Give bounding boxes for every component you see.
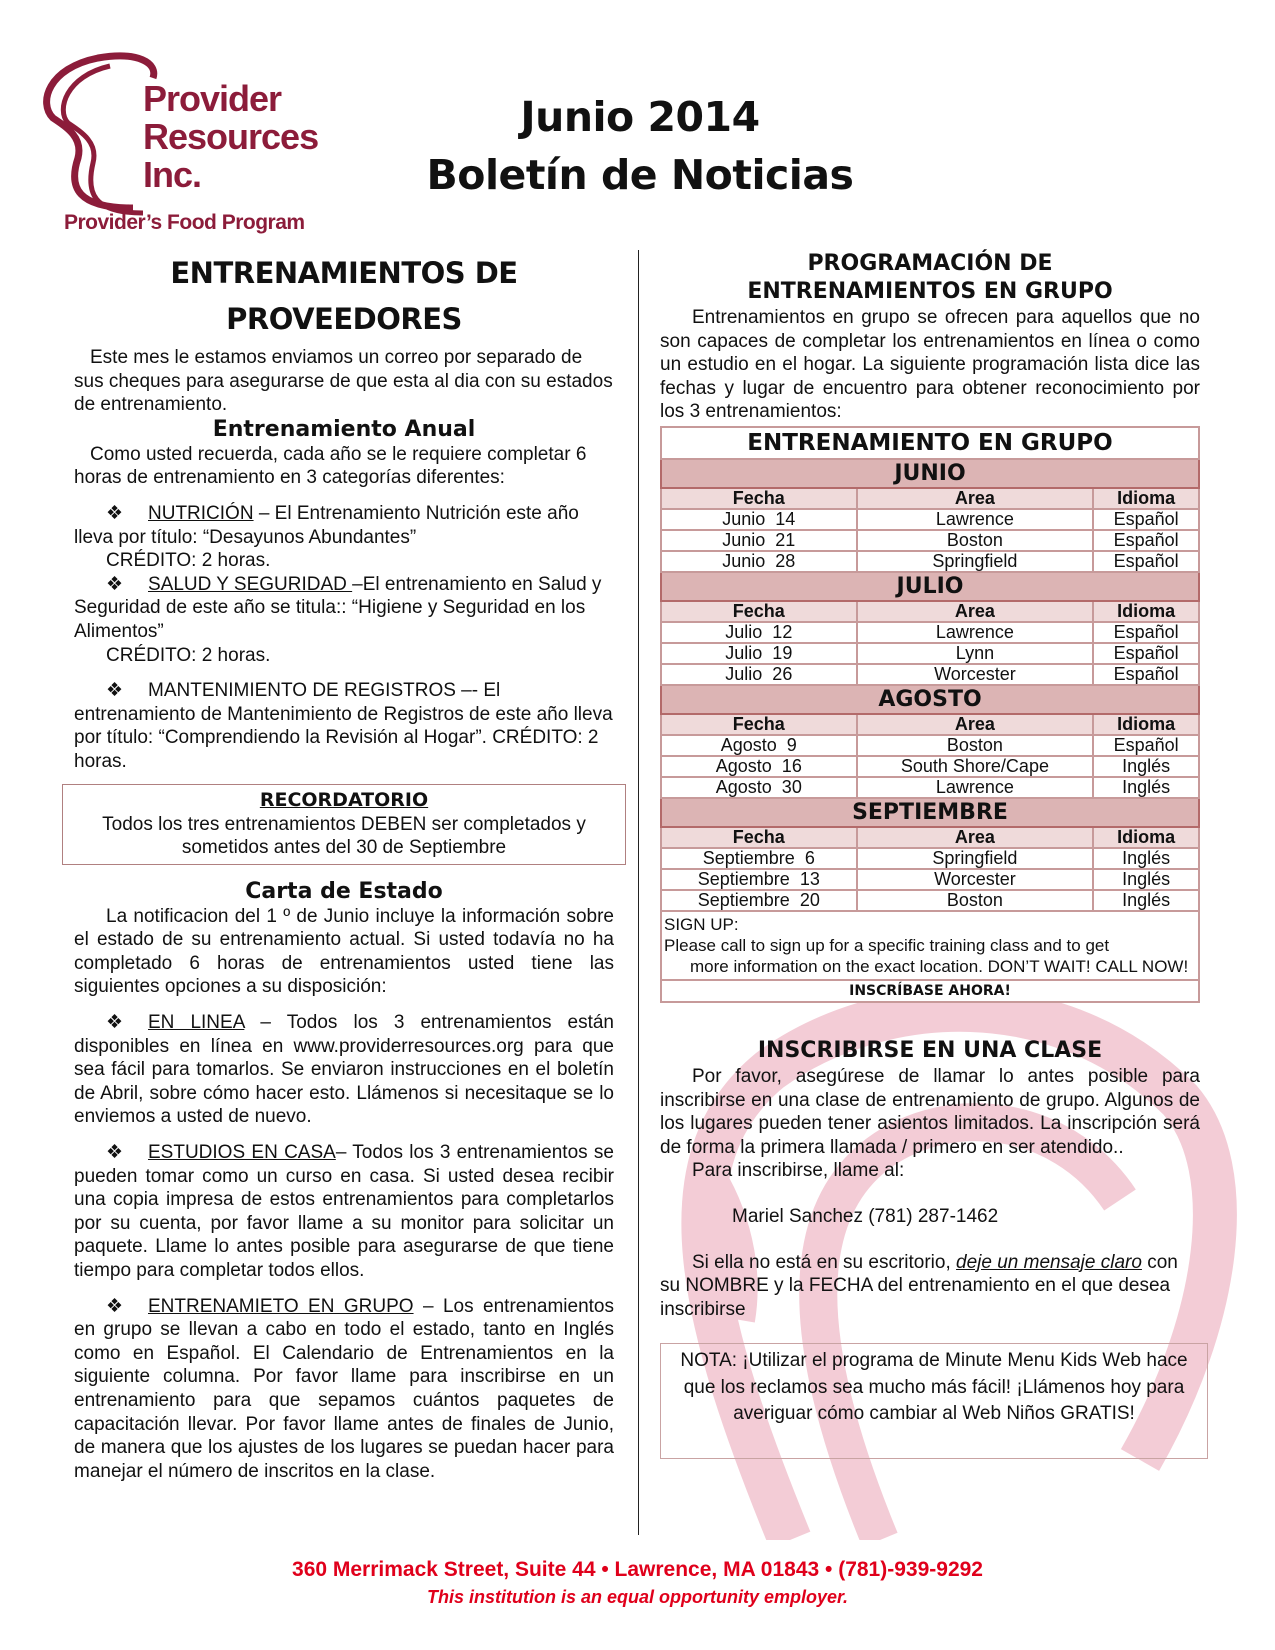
- enroll-heading: INSCRIBIRSE EN UNA CLASE: [757, 1037, 1103, 1063]
- footer-address: 360 Merrimack Street, Suite 44 • Lawrence, MA 01843 • (781)-939-9292: [292, 1558, 983, 1581]
- area-cell: Lawrence: [857, 777, 1094, 798]
- diamond-bullet-icon: ❖: [106, 573, 124, 595]
- group-training-schedule: [660, 426, 1200, 1003]
- language-cell: Inglés: [1093, 890, 1199, 911]
- date-cell: Julio 26: [661, 664, 857, 685]
- area-cell: Springfield: [857, 551, 1094, 572]
- language-cell: Español: [1093, 551, 1199, 572]
- message-pre: Si ella no está en su escritorio,: [692, 1251, 957, 1273]
- language-cell: Inglés: [1093, 848, 1199, 869]
- table-row: [661, 551, 1199, 572]
- column-header: Idioma: [1093, 488, 1199, 509]
- date-cell: Septiembre 6: [661, 848, 857, 869]
- table-row: [661, 848, 1199, 869]
- reminder-box: [62, 784, 626, 865]
- category-text: –- El entrenamiento de Mantenimiento de Registros de este año lleva por título: “Comprendiendo la Revisión al Hogar”. CRÉDITO: 2 horas.: [74, 680, 613, 772]
- area-cell: Boston: [857, 890, 1094, 911]
- newsletter-title: [370, 88, 910, 204]
- table-row: [661, 509, 1199, 530]
- column-header: Area: [857, 714, 1094, 735]
- message-emphasis: deje un mensaje claro: [956, 1251, 1142, 1273]
- language-cell: Español: [1093, 509, 1199, 530]
- date-cell: Junio 14: [661, 509, 857, 530]
- title-name: Boletín de Noticias: [426, 151, 854, 199]
- logo-tagline: Provider’s Food Program: [64, 211, 305, 234]
- category-text: – El Entrenamiento Nutrición este año lleva por título: “Desayunos Abundantes”: [74, 502, 579, 548]
- date-cell: Agosto 16: [661, 756, 857, 777]
- diamond-bullet-icon: ❖: [106, 680, 124, 702]
- area-cell: Boston: [857, 530, 1094, 551]
- intro-paragraph: Este mes le estamos enviamos un correo por separado de sus cheques para asegurarse de que esta al dia con su estados de entrenamiento.: [74, 347, 613, 416]
- table-row: [661, 643, 1199, 664]
- footer-disclaimer: This institution is an equal opportunity employer.: [426, 1587, 849, 1607]
- table-row: [661, 777, 1199, 798]
- language-cell: Español: [1093, 530, 1199, 551]
- language-cell: Español: [1093, 735, 1199, 756]
- diamond-bullet-icon: ❖: [106, 1142, 124, 1164]
- category-item-records: [74, 679, 614, 773]
- category-item-safety: [74, 573, 614, 644]
- signup-label: SIGN UP:: [664, 914, 739, 934]
- table-row: [661, 869, 1199, 890]
- provider-resources-logo: [38, 48, 358, 243]
- diamond-bullet-icon: ❖: [106, 1295, 124, 1317]
- column-header: Idioma: [1093, 827, 1199, 848]
- date-cell: Julio 19: [661, 643, 857, 664]
- schedule-title-line2: ENTRENAMIENTOS EN GRUPO: [747, 279, 1113, 304]
- signup-line2: more information on the exact location. DON’T WAIT! CALL NOW!: [690, 956, 1189, 976]
- date-cell: Agosto 30: [661, 777, 857, 798]
- column-header: Fecha: [661, 714, 857, 735]
- option-label: ENTRENAMIETO EN GRUPO: [148, 1295, 414, 1317]
- column-header: Area: [857, 488, 1094, 509]
- table-row: [661, 664, 1199, 685]
- bread-slice-icon: [38, 48, 158, 218]
- logo-text-line2: Resources: [143, 116, 319, 157]
- column-header: Idioma: [1093, 601, 1199, 622]
- month-header: SEPTIEMBRE: [661, 798, 1199, 827]
- category-label: SALUD Y SEGURIDAD: [148, 573, 353, 595]
- option-online: [74, 1011, 614, 1129]
- schedule-title-line1: PROGRAMACIÓN DE: [807, 251, 1053, 276]
- enroll-text: Por favor, asegúrese de llamar lo antes posible para inscribirse en una clase de entrenamiento de grupo. Algunos de los lugares pueden tener asientos limitados. La inscripción será de forma la primera llamada / primero en ser atendido..: [660, 1065, 1200, 1158]
- annual-training-heading: Entrenamiento Anual: [212, 416, 476, 442]
- signup-line1: Please call to sign up for a specific training class and to get: [664, 935, 1110, 955]
- right-column: [660, 250, 1200, 1459]
- diamond-bullet-icon: ❖: [106, 502, 124, 524]
- date-cell: Junio 28: [661, 551, 857, 572]
- signup-cell: [661, 911, 1199, 980]
- language-cell: Inglés: [1093, 756, 1199, 777]
- date-cell: Septiembre 13: [661, 869, 857, 890]
- category-credit: CRÉDITO: 2 horas.: [106, 550, 271, 572]
- enroll-now-cta: INSCRÍBASE AHORA!: [661, 980, 1199, 1002]
- area-cell: Worcester: [857, 664, 1094, 685]
- logo-text-line3: Inc.: [143, 154, 202, 195]
- table-row: [661, 622, 1199, 643]
- logo-text-line1: Provider: [143, 78, 282, 119]
- date-cell: Junio 21: [661, 530, 857, 551]
- area-cell: Springfield: [857, 848, 1094, 869]
- table-row: [661, 735, 1199, 756]
- column-header: Idioma: [1093, 714, 1199, 735]
- option-text: – Los entrenamientos en grupo se llevan a cabo en todo el estado, tanto en Inglés como en Español. El Calendario de Entrenamientos en la siguiente columna. Por favor llame para inscribirse en un entrenamiento para que sepamos cuántos paquetes de capacitación llevar. Por favor llame antes de finales de Junio, de manera que los ajustes de los lugares se puedan hacer para manejar el número de inscritos en la clase.: [74, 1295, 615, 1482]
- section-title-trainings: ENTRENAMIENTOS DE PROVEEDORES: [170, 256, 518, 336]
- annual-training-text: Como usted recuerda, cada año se le requiere completar 6 horas de entrenamiento en 3 categorías diferentes:: [74, 443, 587, 489]
- reminder-text: Todos los tres entrenamientos DEBEN ser completados y sometidos antes del 30 de Septiembre: [102, 813, 586, 859]
- status-letter-text: La notificacion del 1 º de Junio incluye la información sobre el estado de su entrenamiento actual. Si usted todavía no ha completado 6 horas de entrenamientos usted tiene las siguientes opciones a su disposición:: [74, 905, 614, 998]
- area-cell: Lawrence: [857, 622, 1094, 643]
- left-column: [74, 250, 614, 1483]
- column-header: Fecha: [661, 488, 857, 509]
- enroll-call-label: Para inscribirse, llame al:: [692, 1160, 905, 1182]
- diamond-bullet-icon: ❖: [106, 1012, 124, 1034]
- column-header: Fecha: [661, 827, 857, 848]
- column-header: Fecha: [661, 601, 857, 622]
- language-cell: Español: [1093, 643, 1199, 664]
- option-home-study: [74, 1141, 614, 1283]
- title-date: Junio 2014: [520, 93, 760, 141]
- table-row: [661, 890, 1199, 911]
- schedule-table-title: ENTRENAMIENTO EN GRUPO: [661, 427, 1199, 459]
- table-row: [661, 530, 1199, 551]
- status-letter-heading: Carta de Estado: [245, 878, 443, 904]
- category-text: –El entrenamiento en Salud y Seguridad de este año se titula:: “Higiene y Seguridad en los Alimentos”: [74, 573, 602, 642]
- column-header: Area: [857, 827, 1094, 848]
- date-cell: Agosto 9: [661, 735, 857, 756]
- area-cell: Worcester: [857, 869, 1094, 890]
- area-cell: Lynn: [857, 643, 1094, 664]
- option-label: EN LINEA: [148, 1012, 245, 1034]
- message-post: con su NOMBRE y la FECHA del entrenamiento en el que desea inscribirse: [660, 1251, 1178, 1320]
- table-row: [661, 756, 1199, 777]
- option-label: ESTUDIOS EN CASA: [148, 1142, 336, 1164]
- option-text: – Todos los 3 entrenamientos se pueden tomar como un curso en casa. Si usted desea recibir una copia impresa de estos entrenamientos para completarlos por su cuenta, por favor llame a su monitor para solicitar un paquete. Llame lo antes posible para asegurarse de que tiene tiempo para completar todos ellos.: [74, 1142, 614, 1281]
- column-header: Area: [857, 601, 1094, 622]
- category-label: NUTRICIÓN: [148, 502, 254, 524]
- language-cell: Inglés: [1093, 869, 1199, 890]
- area-cell: South Shore/Cape: [857, 756, 1094, 777]
- language-cell: Español: [1093, 664, 1199, 685]
- month-header: JULIO: [661, 572, 1199, 601]
- month-header: JUNIO: [661, 459, 1199, 488]
- date-cell: Julio 12: [661, 622, 857, 643]
- month-header: AGOSTO: [661, 685, 1199, 714]
- date-cell: Septiembre 20: [661, 890, 857, 911]
- option-group: [74, 1295, 614, 1484]
- category-label: MANTENIMIENTO DE REGISTROS: [148, 680, 456, 702]
- area-cell: Lawrence: [857, 509, 1094, 530]
- language-cell: Inglés: [1093, 777, 1199, 798]
- category-credit: CRÉDITO: 2 horas.: [106, 644, 271, 666]
- language-cell: Español: [1093, 622, 1199, 643]
- contact-phone: Mariel Sanchez (781) 287-1462: [732, 1205, 999, 1227]
- reminder-title: RECORDATORIO: [259, 788, 429, 811]
- schedule-intro: Entrenamientos en grupo se ofrecen para aquellos que no son capaces de completar los entrenamientos en línea o como un estudio en el hogar. La siguiente programación lista dice las fechas y lugar de encuentro para obtener reconocimiento por los 3 entrenamientos:: [660, 307, 1200, 423]
- message-instructions: [660, 1251, 1200, 1322]
- area-cell: Boston: [857, 735, 1094, 756]
- option-text: – Todos los 3 entrenamientos están disponibles en línea en www.providerresources.org para que sea fácil para tomarlos. Se enviaron instrucciones en el boletín de Abril, sobre cómo hacer esto. Llámenos si necesitaque se lo enviemos a usted de nuevo.: [74, 1012, 614, 1128]
- category-item-nutrition: [74, 502, 614, 549]
- nota-box: NOTA: ¡Utilizar el programa de Minute Menu Kids Web hace que los reclamos sea mucho más fácil! ¡Llámenos hoy para averiguar cómo cambiar al Web Niños GRATIS!: [660, 1343, 1208, 1459]
- column-divider: [638, 250, 639, 1535]
